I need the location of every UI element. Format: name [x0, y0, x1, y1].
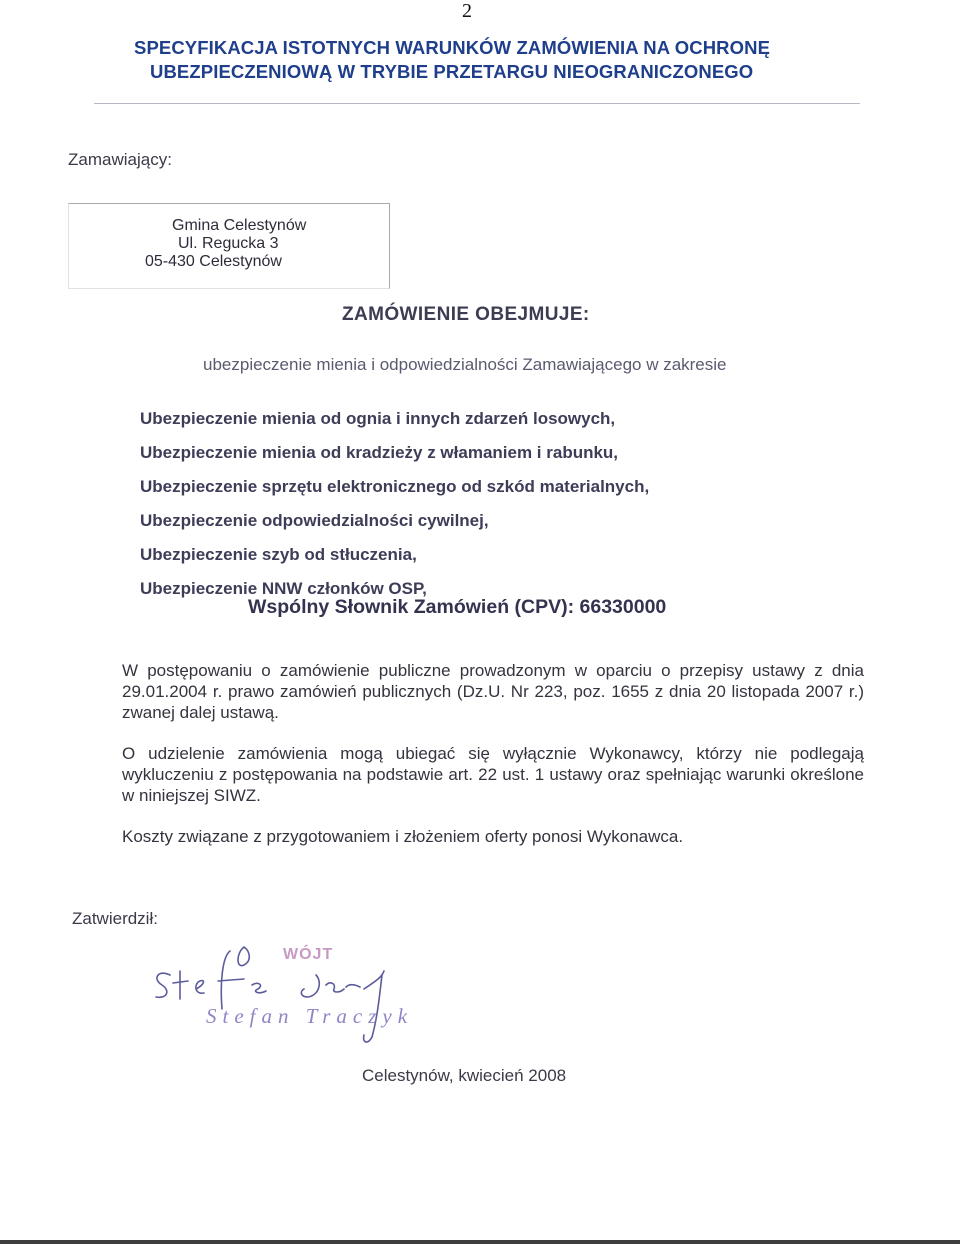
page-number: 2: [462, 0, 472, 22]
title-divider: [94, 103, 860, 104]
costs-paragraph: Koszty związane z przygotowaniem i złożeniem oferty ponosi Wykonawca.: [122, 827, 684, 846]
scope-item: Ubezpieczenie mienia od ognia i innych zdarzeń losowych,: [140, 409, 616, 428]
page-bottom-border: [0, 1240, 960, 1244]
approved-by-label: Zatwierdził:: [72, 909, 158, 928]
scope-item: Ubezpieczenie sprzętu elektronicznego od szkód materialnych,: [140, 477, 650, 496]
signature-stamp: [140, 935, 440, 1055]
document-title-line-2: UBEZPIECZENIOWĄ W TRYBIE PRZETARGU NIEOGRANICZONEGO: [150, 61, 754, 82]
scope-list: [140, 404, 649, 608]
stamp-name: Stefan Traczyk: [206, 1004, 414, 1028]
place-and-date: Celestynów, kwiecień 2008: [362, 1066, 567, 1085]
buyer-label: Zamawiający:: [68, 150, 172, 169]
buyer-name: Gmina Celestynów: [172, 217, 307, 234]
eligibility-paragraph: O udzielenie zamówienia mogą ubiegać się wyłącznie Wykonawcy, którzy nie podlegają wykluczeniu z postępowania na podstawie art. 22 ust. 1 ustawy oraz spełniając warunki określone w niniejszej SIWZ.: [122, 744, 864, 805]
document-title-line-1: SPECYFIKACJA ISTOTNYCH WARUNKÓW ZAMÓWIENIA NA OCHRONĘ: [134, 37, 771, 58]
scope-intro: ubezpieczenie mienia i odpowiedzialności Zamawiającego w zakresie: [203, 355, 727, 374]
scope-item: Ubezpieczenie odpowiedzialności cywilnej,: [140, 511, 489, 530]
scope-heading: ZAMÓWIENIE OBEJMUJE:: [342, 304, 590, 325]
scope-item: Ubezpieczenie szyb od stłuczenia,: [140, 545, 417, 564]
cpv-code-line: Wspólny Słownik Zamówień (CPV): 66330000: [248, 596, 667, 618]
buyer-city: 05-430 Celestynów: [145, 253, 282, 270]
buyer-street: Ul. Regucka 3: [178, 235, 279, 252]
scope-item: Ubezpieczenie NNW członków OSP,: [140, 579, 427, 598]
scope-item: Ubezpieczenie mienia od kradzieży z włamaniem i rabunku,: [140, 443, 619, 462]
stamp-role: WÓJT: [283, 946, 334, 963]
legal-basis-paragraph: W postępowaniu o zamówienie publiczne prowadzonym w oparciu o przepisy ustawy z dnia 29.01.2004 r. prawo zamówień publicznych (Dz.U. Nr 223, poz. 1655 z dnia 20 listopada 2007 r.) zwanej dalej ustawą.: [122, 661, 864, 722]
